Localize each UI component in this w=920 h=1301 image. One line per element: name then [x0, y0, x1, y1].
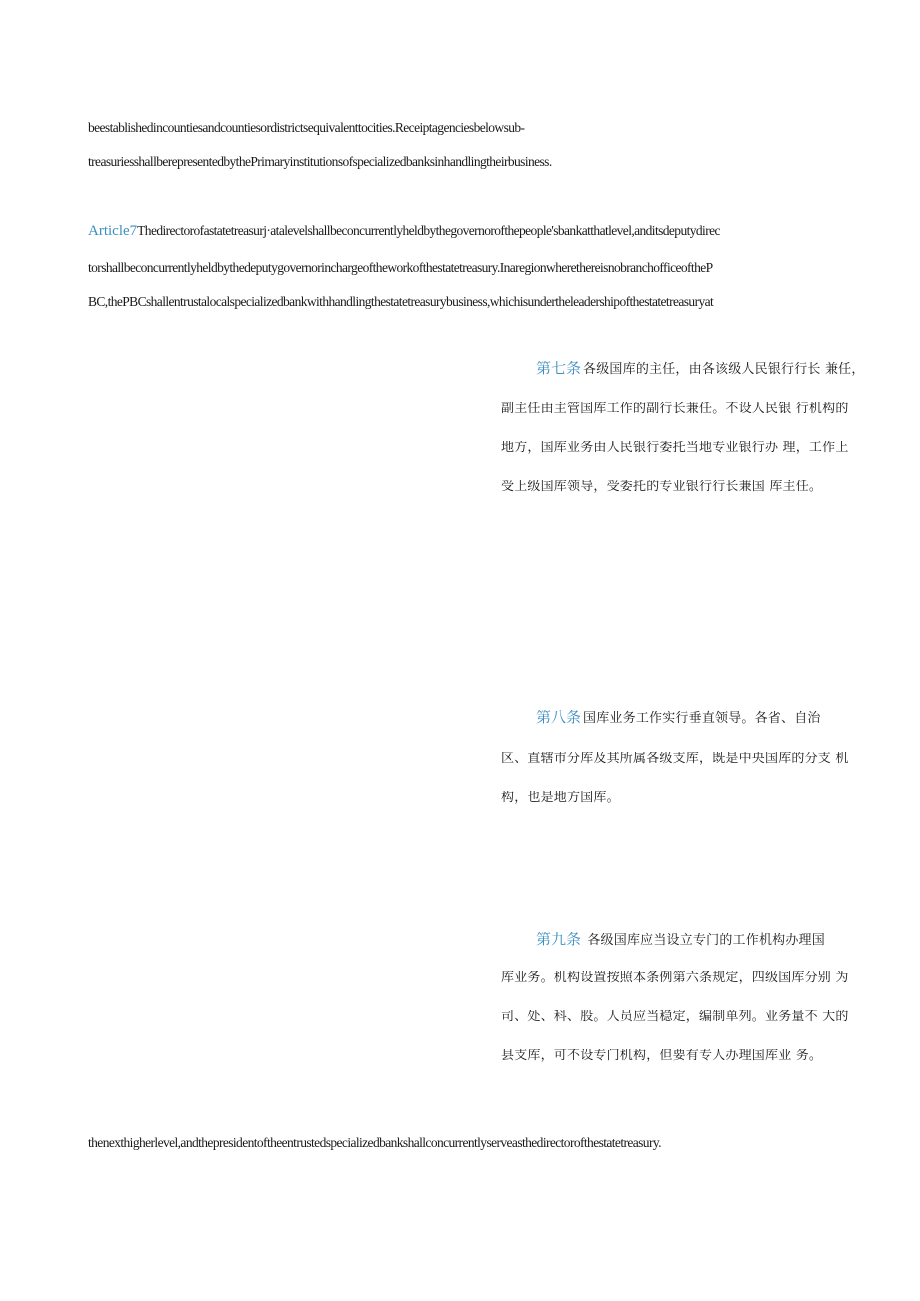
article8-cn-line-1: [536, 710, 920, 725]
article7-cn-line-2: 副主任由主管国库工作的副行长兼任。不设人民银 行机构的: [501, 402, 849, 415]
article9-cn-label: 第九条: [536, 932, 582, 947]
article9-cn-line-4: 县支库，可不设专门机构，但要有专人办理国库业 务。: [501, 1049, 823, 1062]
article7-cn-label: 第七条: [536, 361, 582, 376]
article9-cn-line-3: 司、处、科、股。人员应当稳定，编制单列。业务量不 大的: [501, 1010, 849, 1023]
article8-cn-label: 第八条: [536, 710, 582, 725]
article8-cn-text-1: 国库业务工作实行垂直领导。各省、自治: [583, 711, 821, 725]
article9-cn-line-2: 库业务。机构设置按照本条例第六条规定，四级国库分别 为: [501, 971, 849, 984]
article7-en-text-1: Thedirectorofastatetreasurj·atalevelshallbeconcurrentlyheldbythegovernorofthepeople'sbankatthatlevel,anditsdeputydirec: [137, 224, 720, 238]
article7-en-line-3: BC,thePBCshallentrustalocalspecializedbankwithhandlingthestatetreasurybusiness,whichisundertheleadershipofthestatetreasuryat: [88, 295, 714, 309]
english-bottom-line-1: thenexthigherlevel,andthepresidentoftheentrustedspecializedbankshallconcurrentlyserveasthedirectorofthestatetreasury.: [88, 1135, 661, 1150]
article7-en-line-1: [88, 224, 888, 239]
article9-cn-line-1: [536, 932, 920, 947]
article7-en-label: Article7: [88, 224, 138, 239]
article7-cn-line-4: 受上级国库领导，受委托的专业银行行长兼国 库主任。: [501, 480, 823, 493]
english-top-line-2: treasuriesshallberepresentedbythePrimaryinstitutionsofspecializedbanksinhandlingtheirbusiness.: [88, 154, 552, 169]
article7-cn-line-1: [536, 361, 920, 376]
article7-en-line-2: torshallbeconcurrentlyheldbythedeputygovernorinchargeoftheworkofthestatetreasury.InaregionwherethereisnobranchofficeoftheP: [88, 261, 713, 275]
article9-cn-text-1: 各级国库应当设立专门的工作机构办理国: [583, 933, 825, 947]
article8-cn-line-2: 区、直辖市分库及其所属各级支库，既是中央国库的分支 机: [501, 752, 849, 765]
article8-cn-line-3: 构，也是地方国库。: [501, 791, 620, 804]
article7-cn-text-1: 各级国库的主任，由各该级人民银行行长 兼任，: [583, 362, 865, 376]
article7-cn-line-3: 地方，国库业务由人民银行委托当地专业银行办 理，工作上: [501, 441, 849, 454]
english-top-line-1: beestablishedincountiesandcountiesordistrictsequivalenttocities.Receiptagenciesbelowsub-: [88, 120, 525, 135]
